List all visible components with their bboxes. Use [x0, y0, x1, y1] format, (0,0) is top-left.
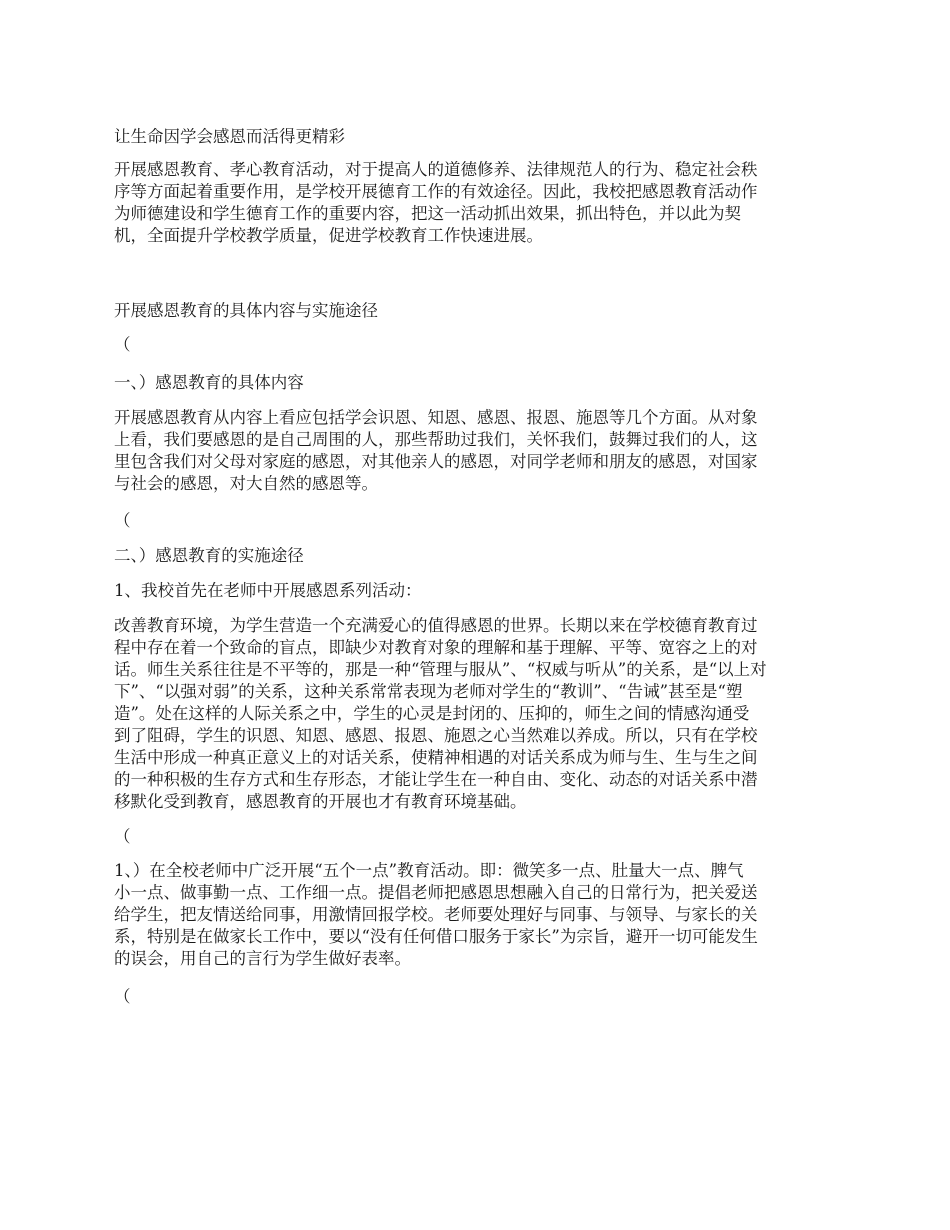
environment-line: 生活中形成一种真正意义上的对话关系，使精神相遇的对话关系成为师与生、生与生之间	[114, 748, 758, 767]
intro-paragraph	[114, 159, 758, 247]
section-heading: 开展感恩教育的具体内容与实施途径	[114, 301, 378, 320]
heading-implementation: 二、）感恩教育的实施途径	[114, 546, 304, 565]
subheading-teacher-activities: 1、我校首先在老师中开展感恩系列活动：	[114, 581, 422, 600]
activity-paragraph	[114, 860, 758, 970]
intro-line: 机，全面提升学校教学质量，促进学校教育工作快速进展。	[114, 226, 543, 245]
environment-line: 移默化受到教育，感恩教育的开展也才有教育环境基础。	[114, 792, 527, 811]
intro-line: 为师德建设和学生德育工作的重要内容，把这一活动抓出效果，抓出特色，并以此为契	[114, 204, 741, 223]
document-title: 让生命因学会感恩而活得更精彩	[114, 127, 345, 146]
environment-paragraph	[114, 615, 767, 813]
intro-line: 序等方面起着重要作用，是学校开展德育工作的有效途径。因此，我校把感恩教育活动作	[114, 182, 758, 201]
activity-line: 的误会，用自己的言行为学生做好表率。	[114, 949, 411, 968]
environment-line: 程中存在着一个致命的盲点，即缺少对教育对象的理解和基于理解、平等、宽容之上的对	[114, 638, 758, 657]
content-paragraph	[114, 407, 758, 495]
open-paren: （	[114, 335, 131, 354]
content-line: 与社会的感恩，对大自然的感恩等。	[114, 474, 378, 493]
environment-line: 到了阻碍，学生的识恩、知恩、感恩、报恩、施恩之心当然难以养成。所以，只有在学校	[114, 726, 758, 745]
activity-line: 系，特别是在做家长工作中，要以“没有任何借口服务于家长”为宗旨，避开一切可能发生	[114, 927, 758, 946]
content-line: 里包含我们对父母对家庭的感恩，对其他亲人的感恩，对同学老师和朋友的感恩，对国家	[114, 452, 758, 471]
open-paren: （	[114, 827, 131, 846]
open-paren: （	[114, 511, 131, 530]
environment-line: 的一种积极的生存方式和生存形态，才能让学生在一种自由、变化、动态的对话关系中潜	[114, 770, 758, 789]
environment-line: 改善教育环境，为学生营造一个充满爱心的值得感恩的世界。长期以来在学校德育教育过	[114, 616, 758, 635]
intro-line: 开展感恩教育、孝心教育活动，对于提高人的道德修养、法律规范人的行为、稳定社会秩	[114, 160, 758, 179]
environment-line: 话。师生关系往往是不平等的，那是一种“管理与服从”、“权威与听从”的关系，是“以上对	[114, 660, 767, 679]
content-line: 上看，我们要感恩的是自己周围的人，那些帮助过我们，关怀我们，鼓舞过我们的人，这	[114, 430, 758, 449]
heading-content: 一、）感恩教育的具体内容	[114, 373, 304, 392]
open-paren: （	[114, 987, 131, 1006]
activity-line: 给学生，把友情送给同事，用激情回报学校。老师要处理好与同事、与领导、与家长的关	[114, 905, 758, 924]
activity-line: 1、）在全校老师中广泛开展“五个一点”教育活动。即：微笑多一点、肚量大一点、脾气	[114, 861, 744, 880]
environment-line: 下”、“以强对弱”的关系，这种关系常常表现为老师对学生的“教训”、“告诫”甚至是“塑	[114, 682, 743, 701]
activity-line: 小一点、做事勤一点、工作细一点。提倡老师把感恩思想融入自己的日常行为，把关爱送	[114, 883, 758, 902]
environment-line: 造”。处在这样的人际关系之中，学生的心灵是封闭的、压抑的，师生之间的情感沟通受	[114, 704, 750, 723]
content-line: 开展感恩教育从内容上看应包括学会识恩、知恩、感恩、报恩、施恩等几个方面。从对象	[114, 408, 758, 427]
